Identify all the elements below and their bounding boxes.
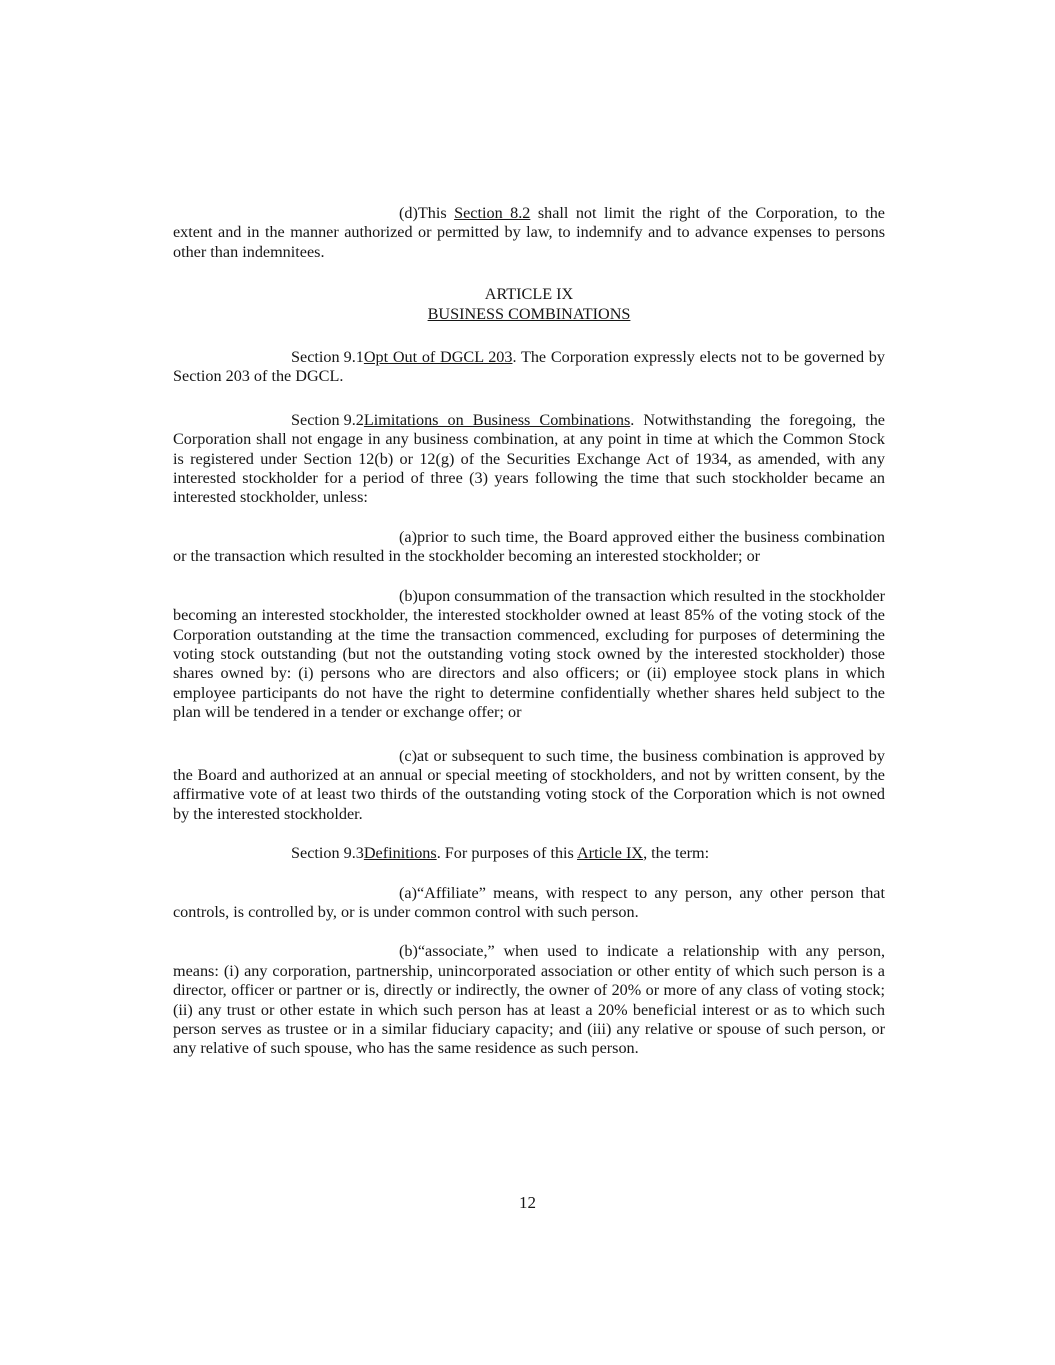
section-9-1: Section 9.1Opt Out of DGCL 203. The Corporation expressly elects not to be governed by Section 203 of the DGCL.: [173, 348, 885, 386]
paragraph-label: (b): [399, 586, 418, 605]
section-number: Section 9.3: [291, 844, 364, 863]
section-9-3-b: (b)“associate,” when used to indicate a relationship with any person, means: (i) any corporation, partnership, unincorporated association or other entity of which such person is a director, officer or partner or is, directly or indirectly, the owner of 20% or more of any class of voting stock; (ii) any trust or other estate in which such person has at least a 20% beneficial interest or as to which such person serves as trustee or in a similar fiduciary capacity; and (iii) any relative or spouse of such person, or any relative of such spouse, who has the same residence as such person.: [173, 942, 885, 1058]
section-9-2-c: (c)at or subsequent to such time, the business combination is approved by the Board and authorized at an annual or special meeting of stockholders, and not by written consent, by the affirmative vote of at least two thirds of the outstanding voting stock of the Corporation which is not owned by the interested stockholder.: [173, 746, 885, 823]
article-title: BUSINESS COMBINATIONS: [427, 304, 631, 323]
section-heading: Limitations on Business Combinations: [363, 410, 631, 429]
paragraph-label: (a): [399, 527, 417, 546]
section-reference-link: Section 8.2: [454, 204, 531, 222]
section-9-2: Section 9.2Limitations on Business Combinations. Notwithstanding the foregoing, the Corporation shall not engage in any business combination, at any point in time at which the Common Stock is registered under Section 12(b) or 12(g) of the Securities Exchange Act of 1934, as amended, with any interested stockholder for a period of three (3) years following the time that such stockholder became an interested stockholder, unless:: [173, 410, 885, 507]
page-body: [173, 204, 885, 1059]
article-number: ARTICLE IX: [484, 285, 574, 304]
section-heading: Opt Out of DGCL 203: [363, 348, 513, 367]
section-number: Section 9.1: [291, 348, 364, 367]
paragraph-label: (d): [399, 204, 418, 222]
paragraph-label: (c): [399, 746, 417, 765]
paragraph-label: (b): [399, 942, 418, 961]
paragraph-8-2-d: (d)This Section 8.2 shall not limit the right of the Corporation, to the extent and in the manner authorized or permitted by law, to indemnify and to advance expenses to persons other than indemnitees.: [173, 204, 885, 261]
section-9-3-a: (a)“Affiliate” means, with respect to any person, any other person that controls, is controlled by, or is under common control with such person.: [173, 883, 885, 921]
section-9-3: Section 9.3Definitions. For purposes of this Article IX, the term:: [173, 844, 885, 863]
section-heading: Definitions: [363, 844, 437, 863]
section-9-2-a: (a)prior to such time, the Board approved either the business combination or the transaction which resulted in the stockholder becoming an interested stockholder; or: [173, 527, 885, 566]
paragraph-label: (a): [399, 883, 417, 902]
section-number: Section 9.2: [291, 410, 364, 429]
page-number: 12: [519, 1193, 536, 1212]
article-reference-link: Article IX: [576, 844, 644, 863]
section-9-2-b: (b)upon consummation of the transaction which resulted in the stockholder becoming an interested stockholder, the interested stockholder owned at least 85% of the voting stock of the Corporation outstanding at the time the transaction commenced, excluding for purposes of determining the voting stock outstanding (but not the outstanding voting stock owned by the interested stockholder) those shares owned by: (i) persons who are directors and also officers; or (ii) employee stock plans in which employee participants do not have the right to determine confidentially whether shares held subject to the plan will be tendered in a tender or exchange offer; or: [173, 586, 885, 722]
